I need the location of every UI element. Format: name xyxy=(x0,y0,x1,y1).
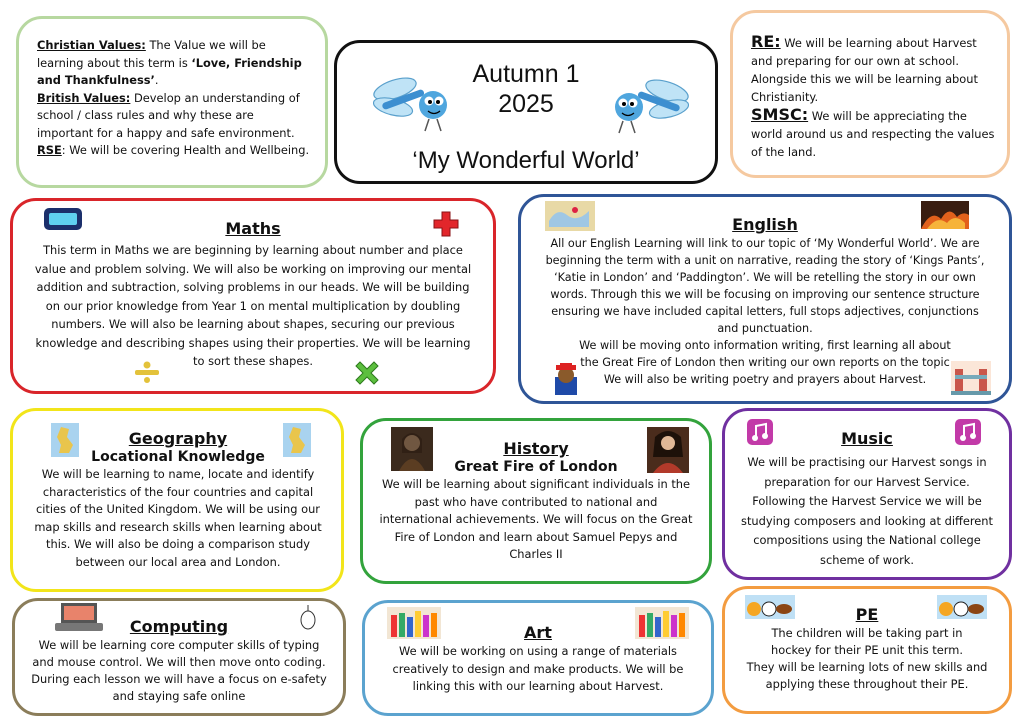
music-text: We will be practising our Harvest songs in preparation for our Harvest Service. Following the Harvest Service we will be studying composers and looking at different compositions using the National college scheme of work. xyxy=(741,455,993,567)
history-text: We will be learning about significant individuals in the past who have contributed to national and international achievements. We will focus on the Great Fire of London and learn about Samuel Pepys and Charles II xyxy=(379,477,693,561)
english-text-1: All our English Learning will link to our topic of ‘My Wonderful World’. We are beginning the term with a unit on narrative, reading the story of ‘Kings Pants’, ‘Katie in London’ and ‘Paddington’. We will be retelling the story in our own words. Through this we will be focusing on improving our sentence structure ensuring we have included capital letters, full stops adjectives, conjunctions and punctuation. xyxy=(545,237,985,335)
music-note-icon xyxy=(747,419,773,445)
sports-balls-icon xyxy=(937,595,987,619)
smsc-text: We will be appreciating the world around us and respecting the values of the land. xyxy=(751,109,995,159)
maths-title: Maths xyxy=(225,219,281,238)
values-text: Christian Values: The Value we will be learning about this term is ‘Love, Friendship and Thankfulness’. British Values: Develop an understanding of school / class rules and why these are important for a happy and safe environment. RSE: We will be covering Health and Wellbeing. xyxy=(37,38,310,157)
rse-label: RSE xyxy=(37,143,62,157)
pe-text-1: The children will be taking part in hockey for their PE unit this term. xyxy=(771,626,963,657)
english-text-2: We will be moving onto information writing, first learning all about the Great Fire of London then writing our own reports on the topic xyxy=(579,339,951,369)
mouse-icon xyxy=(297,605,319,631)
art-box xyxy=(362,600,714,716)
re-label: RE: xyxy=(751,32,781,51)
pe-box xyxy=(722,586,1012,714)
history-subtitle: Great Fire of London xyxy=(454,459,618,475)
art-text: We will be working on using a range of materials creatively to design and make products. We will be linking this with our learning about Harvest. xyxy=(392,644,684,693)
christian-value: ‘Love, Friendship and Thankfulness’ xyxy=(37,55,302,87)
map-icon xyxy=(51,423,79,457)
header-title: Autumn 1 2025 xyxy=(472,60,580,118)
dragonfly-icon xyxy=(373,71,453,137)
english-text-3: We will also be writing poetry and prayers about Harvest. xyxy=(603,373,927,386)
computing-text: We will be learning core computer skills of typing and mouse control. We will then move onto coding. During each lesson we will have a focus on e-safety and staying safe online xyxy=(31,638,327,703)
paint-icon xyxy=(387,607,441,639)
divide-icon xyxy=(133,361,161,383)
re-box xyxy=(730,10,1010,178)
smsc-label: SMSC: xyxy=(751,105,809,124)
geography-title: Geography xyxy=(128,429,228,448)
music-box xyxy=(722,408,1012,580)
british-values-label: British Values: xyxy=(37,90,131,105)
english-title: English xyxy=(732,215,798,234)
map-icon xyxy=(545,201,595,231)
portrait-icon xyxy=(647,427,689,473)
fire-painting-icon xyxy=(921,201,969,229)
sports-balls-icon xyxy=(745,595,795,619)
laptop-icon xyxy=(55,601,103,633)
values-box xyxy=(16,16,328,188)
paint-icon xyxy=(635,607,689,639)
geography-text: We will be learning to name, locate and identify characteristics of the four countries and capital cities of the United Kingdom. We will be using our map skills and research skills when learning about this. We will also be doing a comparison study between our local area and London. xyxy=(34,467,322,569)
computing-title: Computing xyxy=(129,617,229,636)
computing-box xyxy=(12,598,346,716)
bear-icon xyxy=(551,363,581,395)
pe-text-2: They will be learning lots of new skills and applying these throughout their PE. xyxy=(746,660,988,691)
history-box xyxy=(360,418,712,584)
header-box xyxy=(334,40,718,184)
music-note-icon xyxy=(955,419,981,445)
maths-box xyxy=(10,198,496,394)
dragonfly-icon xyxy=(609,73,689,139)
header-theme: ‘My Wonderful World’ xyxy=(412,147,640,174)
christian-values-label: Christian Values: xyxy=(37,38,146,52)
plus-icon xyxy=(433,211,459,237)
history-title: History xyxy=(503,439,569,458)
english-box xyxy=(518,194,1012,404)
london-icon xyxy=(951,361,991,395)
re-text: We will be learning about Harvest and preparing for our own at school. Alongside this we will be learning about Christianity. xyxy=(751,36,978,104)
portrait-icon xyxy=(391,427,433,471)
map-icon xyxy=(283,423,311,457)
multiply-icon xyxy=(353,359,381,387)
geography-box xyxy=(10,408,344,592)
music-title: Music xyxy=(841,429,893,448)
art-title: Art xyxy=(524,623,552,642)
calculator-icon xyxy=(43,207,83,231)
pe-title: PE xyxy=(855,605,879,624)
geography-subtitle: Locational Knowledge xyxy=(91,449,265,465)
maths-text: This term in Maths we are beginning by learning about number and place value and problem solving. We will also be working on improving our mental addition and subtraction, solving problems in our heads. We will be building on our prior knowledge from Year 1 on mental multiplication by doubling numbers. We will also be learning about shapes, securing our previous knowledge and describing shapes using their properties. We will be learning to sort these shapes. xyxy=(34,243,472,368)
